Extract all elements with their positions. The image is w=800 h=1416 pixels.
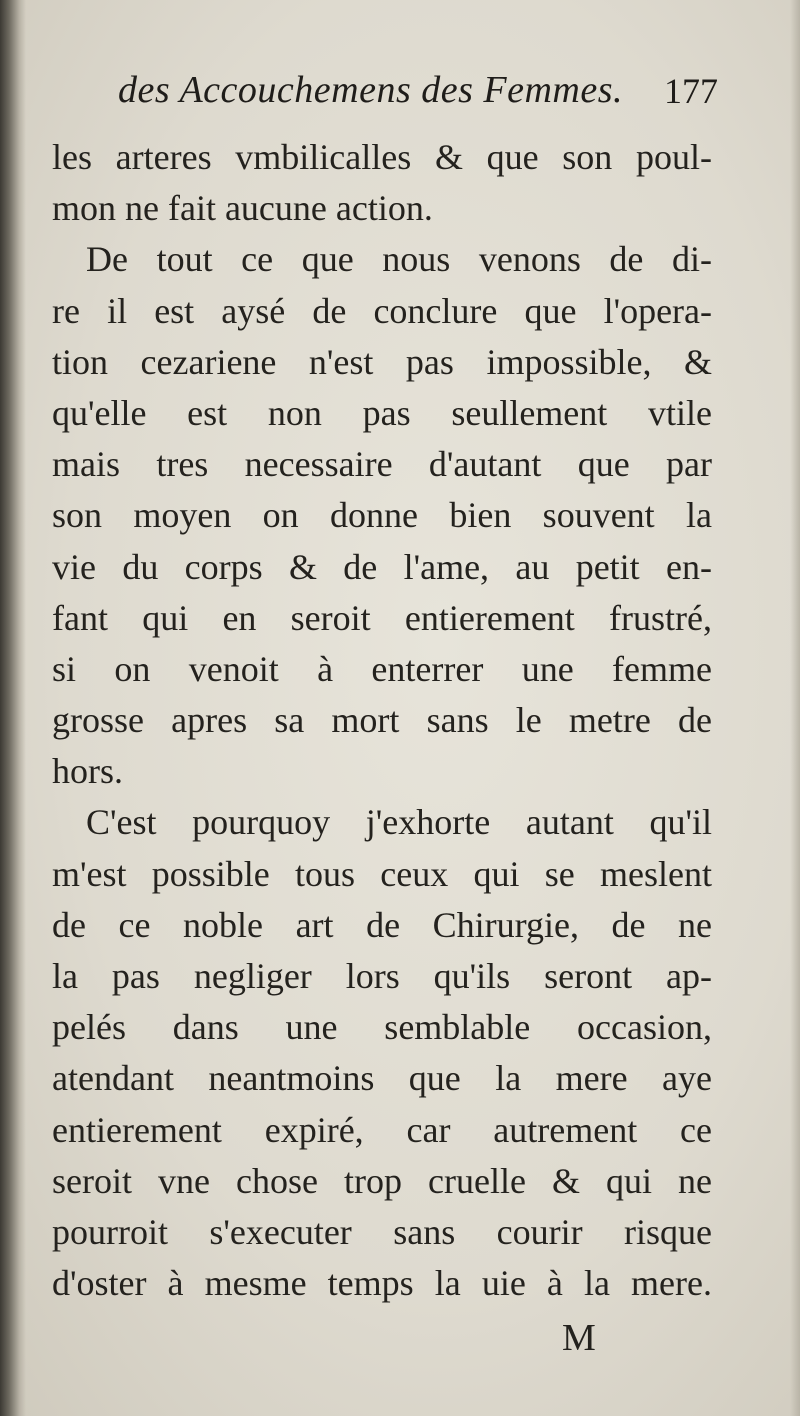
text-line: pelés dans une semblable occasion,: [52, 1007, 712, 1048]
text-line: vie du corps & de l'ame, au petit en-: [52, 546, 712, 587]
text-line: mon ne fait aucune action.: [52, 188, 433, 229]
text-line: seroit vne chose trop cruelle & qui ne: [52, 1160, 712, 1201]
text-line: re il est aysé de conclure que l'opera-: [52, 290, 712, 331]
body-text: [52, 132, 712, 1309]
page-edge: [790, 0, 800, 1416]
text-line: grosse apres sa mort sans le metre de: [52, 700, 712, 741]
text-line: pourroit s'executer sans courir risque: [52, 1211, 712, 1252]
text-line: De tout ce que nous venons de di-: [86, 239, 712, 280]
text-line: fant qui en seroit entierement frustré,: [52, 597, 712, 638]
text-line: entierement expiré, car autrement ce: [52, 1109, 712, 1150]
catchword: M: [562, 1317, 596, 1359]
text-line: la pas negliger lors qu'ils seront ap-: [52, 956, 712, 996]
text-line: C'est pourquoy j'exhorte autant qu'il: [86, 802, 712, 843]
text-line: m'est possible tous ceux qui se meslent: [52, 853, 712, 894]
text-line: si on venoit à enterrer une femme: [52, 648, 712, 689]
text-line: hors.: [52, 751, 123, 792]
text-line: atendant neantmoins que la mere aye: [52, 1058, 712, 1099]
text-line: d'oster à mesme temps la uie à la mere.: [52, 1263, 712, 1304]
binding-gutter: [0, 0, 26, 1416]
text-line: tion cezariene n'est pas impossible, &: [52, 341, 712, 382]
text-line: de ce noble art de Chirurgie, de ne: [52, 904, 712, 945]
page-number: 177: [664, 71, 718, 111]
text-line: mais tres necessaire d'autant que par: [52, 444, 712, 485]
text-line: les arteres vmbilicalles & que son poul-: [52, 137, 712, 177]
text-line: son moyen on donne bien souvent la: [52, 495, 712, 536]
running-title: des Accouchemens des Femmes.: [118, 69, 624, 111]
running-header: [118, 68, 718, 128]
text-line: qu'elle est non pas seullement vtile: [52, 392, 712, 433]
